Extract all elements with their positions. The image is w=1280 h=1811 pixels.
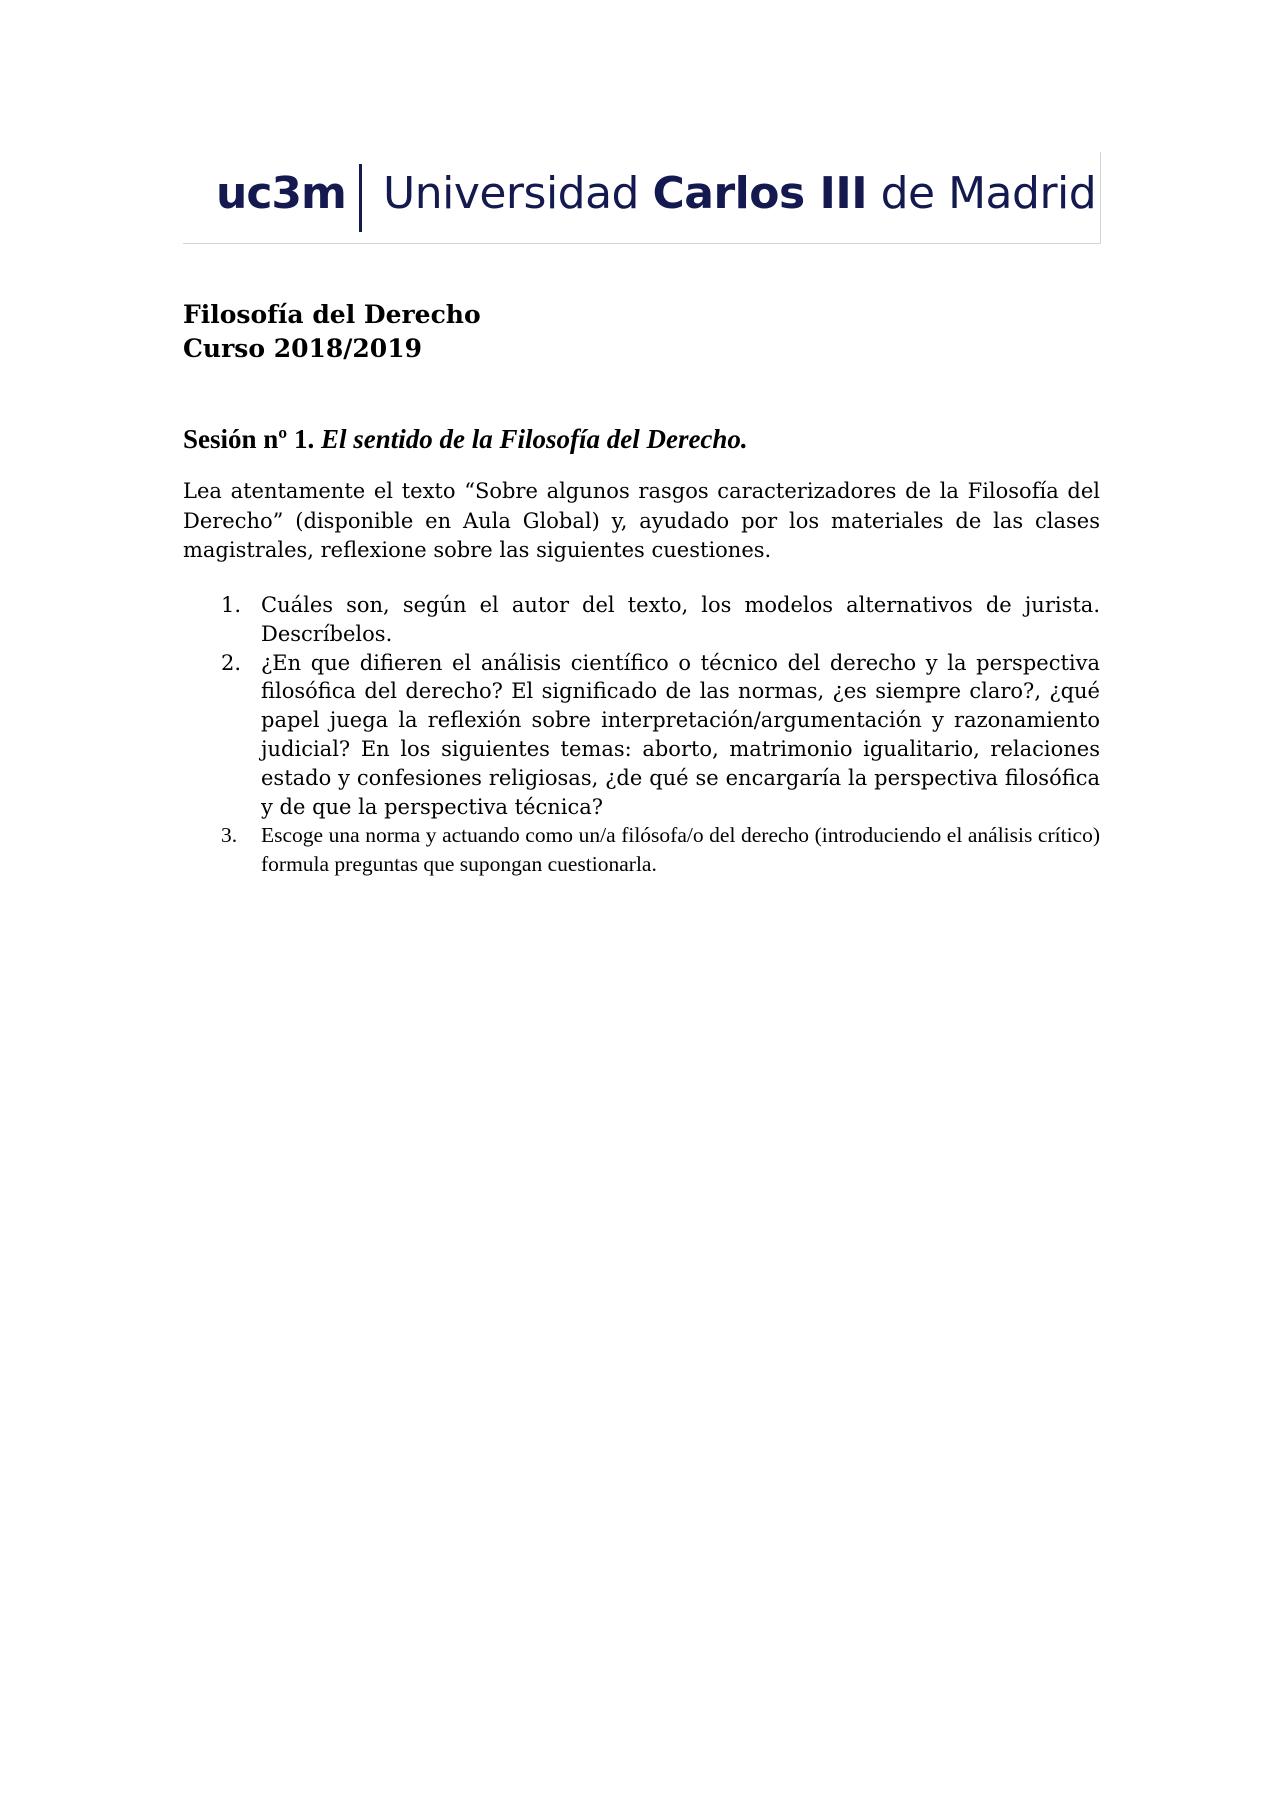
question-item	[183, 649, 1100, 822]
course-subject: Filosofía del Derecho	[183, 300, 481, 329]
session-heading	[183, 422, 748, 456]
logo-name-part2: de Madrid	[867, 168, 1097, 219]
logo-name-bold: Carlos III	[652, 168, 868, 219]
question-item	[183, 591, 1100, 649]
question-number: 1.	[221, 593, 242, 617]
course-heading	[183, 298, 481, 366]
logo-name-part1: Universidad	[383, 168, 653, 219]
logo-university-name	[383, 168, 1097, 219]
logo-divider	[359, 164, 362, 232]
question-number: 3.	[221, 823, 238, 848]
logo-mark: uc3m	[216, 168, 346, 219]
question-number: 2.	[221, 650, 242, 675]
session-label: Sesión nº 1.	[183, 424, 315, 454]
question-item	[183, 821, 1100, 878]
university-logo	[183, 152, 1101, 244]
intro-paragraph: Lea atentamente el texto “Sobre algunos rasgos caracterizadores de la Filosofía del Derecho” (disponible en Aula Global) y, ayudado por los materiales de las clases magistrales, reflexione sobre las siguientes cuestiones.	[183, 479, 1100, 562]
session-title: El sentido de la Filosofía del Derecho.	[320, 424, 748, 454]
course-year: Curso 2018/2019	[183, 334, 422, 363]
question-text: Escoge una norma y actuando como un/a filósofa/o del derecho (introduciendo el análisis crítico) formula preguntas que supongan cuestionarla.	[261, 823, 1100, 876]
question-text: ¿En que difieren el análisis científico o técnico del derecho y la perspectiva filosófica del derecho? El significado de las normas, ¿es siempre claro?, ¿qué papel juega la reflexión sobre interpretación/argumentación y razonamiento judicial? En los siguientes temas: aborto, matrimonio igualitario, relaciones estado y confesiones religiosas, ¿de qué se encargaría la perspectiva filosófica y de que la perspectiva técnica?	[261, 650, 1100, 819]
question-text: Cuáles son, según el autor del texto, los modelos alternativos de jurista. Descríbelos.	[261, 593, 1100, 646]
questions-list	[183, 591, 1100, 878]
